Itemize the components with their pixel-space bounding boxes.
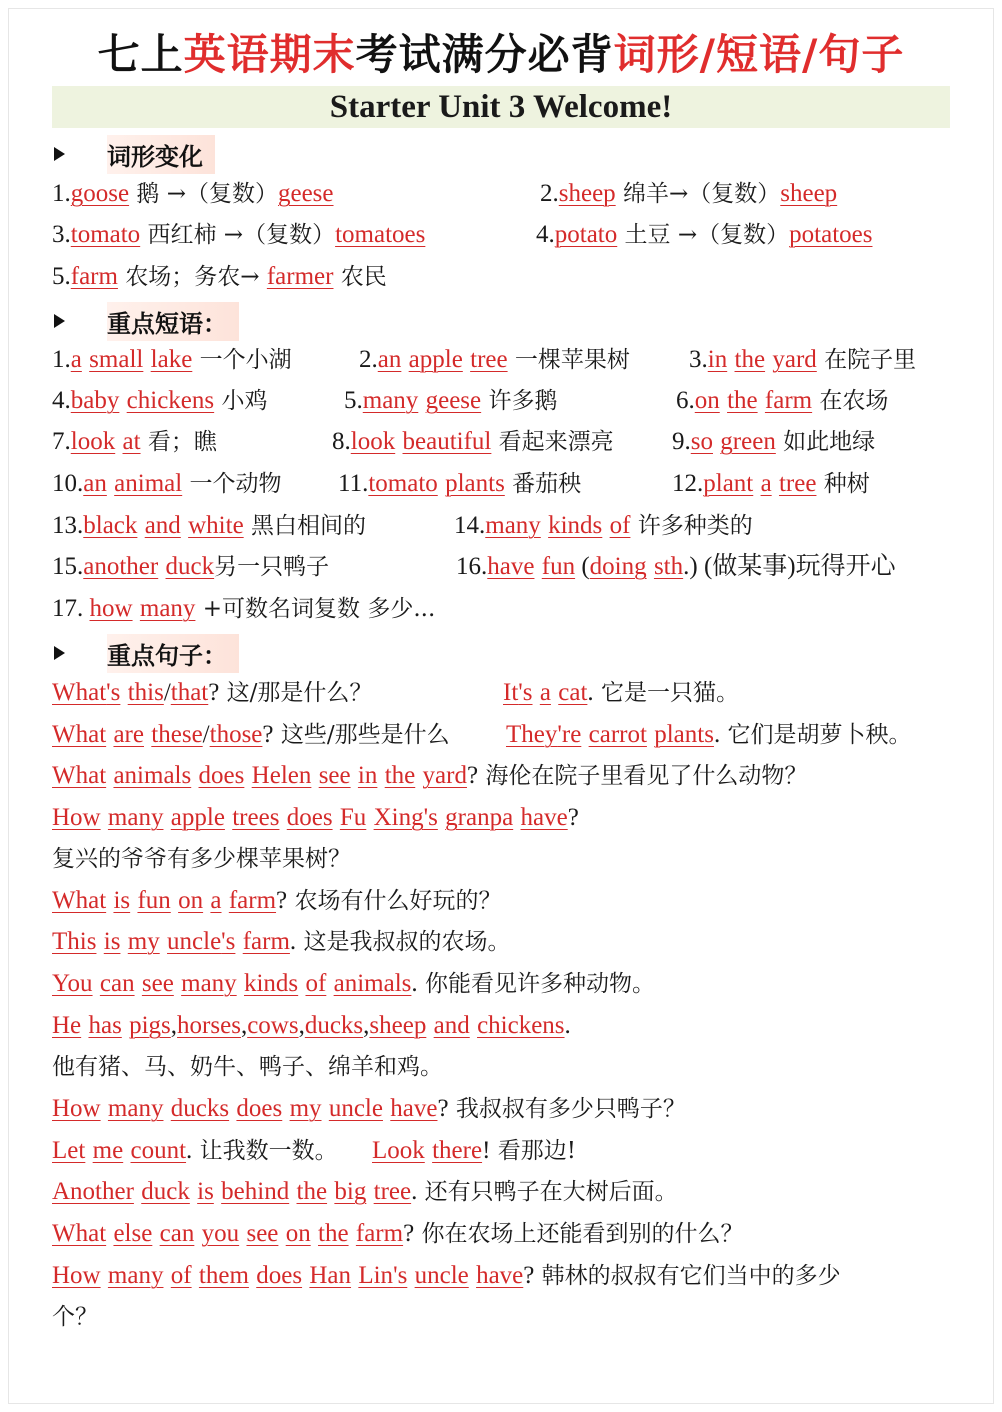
sentence-word: animals — [333, 970, 412, 997]
section-label: 词形变化 — [107, 135, 215, 174]
sentence-word: animals — [113, 762, 192, 789]
sentence-word: is — [197, 1178, 214, 1205]
word-form-item: 2.sheep 绵羊→（复数）sheep — [540, 180, 838, 207]
sentence-punct: , — [170, 1012, 178, 1039]
sentence-word: a — [539, 679, 551, 706]
phrase-meaning: 许多鹅 — [481, 388, 558, 414]
phrase-word: duck — [165, 553, 215, 580]
phrase-meaning: 一个小湖 — [192, 347, 292, 373]
phrase-meaning: 在农场 — [812, 388, 889, 414]
phrase-word: animal — [114, 470, 183, 497]
phrase-paren: ( — [575, 553, 590, 580]
sentence-word: Han — [309, 1262, 352, 1289]
sentence-word: else — [113, 1220, 153, 1247]
sentence-word: them — [198, 1262, 249, 1289]
phrase-word: fun — [541, 553, 576, 580]
sentence-word: does — [198, 762, 245, 789]
sentence-translation: 看那边! — [490, 1138, 576, 1164]
sentence-word: cows — [247, 1012, 299, 1039]
sentence-item — [52, 1177, 678, 1207]
sentence-item — [52, 1302, 98, 1332]
sentence-word: This — [52, 928, 97, 955]
phrase-meaning: 在院子里 — [816, 347, 917, 373]
section-sentences — [52, 636, 239, 670]
sentence-word: the — [296, 1178, 328, 1205]
sentence-translation: 让我数一数。 — [192, 1138, 338, 1164]
sentence-word: You — [52, 970, 93, 997]
phrase-word: an — [377, 346, 402, 373]
sentence-item — [52, 969, 655, 999]
phrase-item — [52, 427, 217, 457]
title-part-4: 词形/短语/句子 — [613, 30, 905, 79]
phrase-word: at — [122, 428, 141, 455]
sentence-item — [52, 1094, 686, 1124]
sentence-word: is — [103, 928, 121, 955]
sentence-word: 's — [106, 679, 121, 706]
sentence-word: What — [52, 762, 107, 789]
sentence-punct: . — [713, 721, 721, 748]
phrase-word: plants — [445, 470, 505, 497]
phrase-item — [676, 386, 888, 416]
sentence-punct: . — [289, 928, 297, 955]
sentence-item — [52, 1011, 571, 1041]
sentence-word: How — [52, 1095, 101, 1122]
sentence-word: the — [318, 1220, 349, 1247]
sentence-word: It — [503, 679, 519, 706]
phrase-meaning: 一个动物 — [182, 471, 282, 497]
phrase-number: 14. — [454, 512, 486, 539]
phrase-word: kinds — [548, 512, 603, 539]
sentence-word: 's — [393, 1262, 408, 1289]
sentence-punct: ? — [262, 721, 274, 748]
triangle-bullet-icon — [54, 314, 65, 328]
phrase-item — [52, 594, 435, 624]
phrase-word: in — [707, 346, 728, 373]
phrase-word: look — [70, 428, 116, 455]
phrase-item — [672, 469, 870, 499]
sentence-translation: 这些/那些是什么 — [273, 722, 450, 748]
sentence-word: my — [289, 1095, 322, 1122]
sentence-word: ducks — [170, 1095, 230, 1122]
sentence-word: my — [127, 928, 160, 955]
sentence-word: granpa — [445, 804, 514, 831]
sentence-item — [52, 803, 579, 833]
sentence-word: Look — [372, 1137, 425, 1164]
sentence-item — [52, 844, 351, 874]
phrase-item — [52, 469, 282, 499]
sentence-word: are — [113, 721, 144, 748]
sentence-word: on — [178, 887, 204, 914]
phrase-meaning: 番茄秧 — [504, 471, 582, 497]
phrase-word: a — [70, 346, 82, 373]
sentence-item — [506, 720, 912, 750]
phrase-item — [338, 469, 581, 499]
sentence-word: He — [52, 1012, 82, 1039]
sentence-word: cat — [558, 679, 588, 706]
phrase-word: white — [188, 512, 244, 539]
phrase-number: 6. — [676, 387, 695, 414]
sentence-item — [52, 1052, 443, 1082]
phrase-item — [52, 386, 267, 416]
sentence-word: How — [52, 804, 101, 831]
phrase-number: 11. — [338, 470, 369, 497]
phrase-meaning: 如此地绿 — [775, 429, 876, 455]
phrase-word: of — [609, 512, 631, 539]
phrase-word: tree — [778, 470, 817, 497]
phrase-item — [52, 345, 292, 375]
sentence-word: can — [159, 1220, 195, 1247]
sentence-punct: ! — [482, 1137, 491, 1164]
phrase-word: tomato — [368, 470, 438, 497]
title-part-1: 七上 — [97, 30, 184, 79]
phrase-word: tree — [470, 346, 508, 373]
phrase-word: plant — [703, 470, 754, 497]
sentence-word: fun — [137, 887, 171, 914]
phrase-word: small — [89, 346, 144, 373]
phrase-word: many — [362, 387, 419, 414]
sentence-item — [52, 678, 372, 708]
sentence-translation: 它是一只猫。 — [593, 680, 739, 706]
sentence-word: apple — [170, 804, 225, 831]
sentence-translation: 你在农场上还能看到别的什么？ — [414, 1221, 744, 1247]
phrase-item — [672, 427, 875, 457]
phrase-number: 8. — [332, 428, 351, 455]
phrase-word: lake — [150, 346, 193, 373]
sentence-item — [52, 1136, 338, 1166]
word-form-row — [52, 262, 387, 292]
sentence-word: 's — [518, 679, 533, 706]
sentence-word: uncle — [414, 1262, 469, 1289]
sentence-punct: . — [411, 970, 418, 997]
phrase-word: chickens — [126, 387, 215, 414]
sentence-word: ducks — [304, 1012, 364, 1039]
unit-heading: Starter Unit 3 Welcome! — [52, 86, 950, 128]
phrase-word: another — [83, 553, 159, 580]
phrase-number: 7. — [52, 428, 71, 455]
sentence-word: uncle — [167, 928, 222, 955]
phrase-word: baby — [70, 387, 120, 414]
sentence-word: in — [357, 762, 378, 789]
sentence-word: sheep — [369, 1012, 427, 1039]
sentence-translation: 我叔叔有多少只鸭子？ — [448, 1096, 686, 1122]
phrase-word: sth — [653, 553, 684, 580]
phrase-word: how — [89, 595, 133, 622]
sentence-word: kinds — [243, 970, 299, 997]
sentence-item — [372, 1136, 576, 1166]
sentence-word: on — [285, 1220, 311, 1247]
sentence-translation: 个？ — [52, 1304, 98, 1330]
sentence-punct: . — [411, 1178, 418, 1205]
sentence-word: yard — [422, 762, 467, 789]
triangle-bullet-icon — [54, 646, 65, 660]
sentence-word: me — [92, 1137, 124, 1164]
sentence-word: is — [113, 887, 131, 914]
sentence-translation: 复兴的爷爷有多少棵苹果树？ — [52, 846, 351, 872]
sentence-word: many — [181, 970, 237, 997]
sentence-punct: ? — [208, 679, 220, 706]
phrase-word: yard — [772, 346, 817, 373]
sentence-word: behind — [221, 1178, 290, 1205]
section-label: 重点句子： — [107, 634, 239, 673]
sentence-word: have — [520, 804, 568, 831]
phrase-number: 13. — [52, 512, 84, 539]
sentence-translation: 你能看见许多种动物。 — [417, 971, 655, 997]
sentence-translation: 还有只鸭子在大树后面。 — [417, 1179, 678, 1205]
sentence-word: What — [52, 1220, 107, 1247]
sentence-word: What — [52, 887, 107, 914]
word-form-item: 5.farm 农场；务农→ farmer 农民 — [52, 263, 387, 290]
phrase-meaning: 看；瞧 — [140, 429, 217, 455]
sentence-translation: 它们是胡萝卜秧。 — [720, 722, 912, 748]
word-form-item: 1.goose 鹅 →（复数）geese — [52, 180, 334, 207]
phrase-item — [456, 552, 896, 582]
word-form-row — [52, 179, 334, 209]
sentence-translation: 农场有什么好玩的？ — [287, 888, 502, 914]
phrase-word: green — [720, 428, 776, 455]
phrase-word: the — [727, 387, 758, 414]
sentence-punct: ? — [567, 804, 579, 831]
sentence-word: a — [210, 887, 222, 914]
sentence-word: farm — [355, 1220, 404, 1247]
sentence-punct: / — [163, 679, 171, 706]
phrase-word: beautiful — [402, 428, 492, 455]
sentence-word: count — [130, 1137, 187, 1164]
phrase-word: apple — [408, 346, 463, 373]
sentence-word: can — [99, 970, 135, 997]
phrase-number: 10. — [52, 470, 84, 497]
phrase-word: have — [487, 553, 535, 580]
word-form-row — [540, 179, 837, 209]
phrase-number: 4. — [52, 387, 71, 414]
section-label: 重点短语： — [107, 302, 239, 341]
sentence-word: Another — [52, 1178, 134, 1205]
sentence-word: does — [256, 1262, 303, 1289]
sentence-word: farm — [242, 928, 290, 955]
sentence-word: see — [246, 1220, 279, 1247]
sentence-word: many — [107, 804, 164, 831]
sentence-word: many — [107, 1262, 164, 1289]
sentence-word: does — [286, 804, 333, 831]
phrase-word: many — [139, 595, 196, 622]
sentence-word: Xing — [373, 804, 424, 831]
phrase-number: 3. — [689, 346, 708, 373]
sentence-punct: ? — [437, 1095, 449, 1122]
sentence-punct: / — [202, 721, 210, 748]
word-form-row — [536, 220, 872, 250]
sentence-item — [52, 927, 510, 957]
phrase-number: 1. — [52, 346, 71, 373]
phrase-word: geese — [425, 387, 482, 414]
sentence-punct: . — [564, 1012, 571, 1039]
sentence-word: horses — [177, 1012, 241, 1039]
sentence-item — [52, 720, 450, 750]
phrase-item — [332, 427, 614, 457]
sentence-word: see — [141, 970, 174, 997]
sentence-word: carrot — [588, 721, 647, 748]
sentence-item — [52, 1261, 841, 1291]
phrase-word: an — [83, 470, 107, 497]
sentence-word: you — [201, 1220, 240, 1247]
phrase-meaning: 一棵苹果树 — [507, 347, 630, 373]
sentence-word: Lin — [358, 1262, 394, 1289]
sentence-translation: 海伦在院子里看见了什么动物？ — [478, 763, 808, 789]
title-part-3: 考试满分必背 — [355, 30, 614, 79]
phrase-item — [344, 386, 557, 416]
phrase-word: a — [760, 470, 772, 497]
sentence-word: see — [318, 762, 351, 789]
phrase-item — [52, 511, 366, 541]
sentence-word: the — [384, 762, 416, 789]
phrase-word: look — [350, 428, 396, 455]
sentence-word: 's — [221, 928, 236, 955]
word-form-row — [52, 220, 425, 250]
phrase-number: 12. — [672, 470, 704, 497]
phrase-meaning: 小鸡 — [214, 388, 268, 414]
sentence-word: 're — [557, 721, 582, 748]
sentence-word: this — [127, 679, 164, 706]
sentence-translation: 韩林的叔叔有它们当中的多少 — [534, 1263, 841, 1289]
phrase-meaning: 黑白相间的 — [243, 513, 366, 539]
sentence-punct: , — [298, 1012, 305, 1039]
word-form-item: 3.tomato 西红柿 →（复数）tomatoes — [52, 221, 426, 248]
phrase-number: 15. — [52, 553, 84, 580]
sentence-word: pigs — [129, 1012, 171, 1039]
sentence-punct: ? — [466, 762, 479, 789]
phrase-meaning: 看起来漂亮 — [491, 429, 614, 455]
phrase-meaning: 另一只鸭子 — [214, 554, 330, 580]
phrase-item — [359, 345, 630, 375]
phrase-number: 17. — [52, 595, 90, 622]
phrase-number: 2. — [359, 346, 378, 373]
phrase-word: the — [734, 346, 766, 373]
phrase-word: so — [690, 428, 713, 455]
page-title — [0, 28, 1002, 82]
phrase-meaning: +可数名词复数 多少... — [195, 596, 436, 622]
phrase-item — [454, 511, 753, 541]
sentence-punct: ? — [276, 887, 288, 914]
phrase-word: and — [144, 512, 181, 539]
phrase-word: many — [485, 512, 541, 539]
sentence-punct: ? — [403, 1220, 415, 1247]
sentence-punct: , — [363, 1012, 370, 1039]
phrase-item — [52, 552, 329, 582]
sentence-word: have — [476, 1262, 524, 1289]
sentence-word: have — [390, 1095, 438, 1122]
sentence-word: big — [334, 1178, 367, 1205]
sentence-word: farm — [228, 887, 277, 914]
sentence-word: Fu — [339, 804, 367, 831]
sentence-word: those — [209, 721, 263, 748]
sentence-word: trees — [232, 804, 280, 831]
phrase-meaning: 许多种类的 — [630, 513, 753, 539]
sentence-item — [503, 678, 739, 708]
sentence-word: and — [433, 1012, 470, 1039]
sentence-word: of — [305, 970, 327, 997]
section-word-forms — [52, 137, 215, 171]
sentence-item — [52, 886, 501, 916]
sentence-word: there — [432, 1137, 483, 1164]
sentence-punct: . — [186, 1137, 193, 1164]
sentence-word: chickens — [477, 1012, 565, 1039]
sentence-word: that — [170, 679, 209, 706]
sentence-word: They — [506, 721, 558, 748]
sentence-punct: ? — [523, 1262, 535, 1289]
sentence-punct: . — [587, 679, 594, 706]
title-part-2: 英语期末 — [183, 30, 356, 79]
phrase-number: 9. — [672, 428, 691, 455]
sentence-word: What — [52, 721, 107, 748]
sentence-word: Helen — [251, 762, 312, 789]
sentence-word: uncle — [328, 1095, 383, 1122]
phrase-meaning: .) (做某事)玩得开心 — [683, 553, 896, 580]
sentence-word: plants — [654, 721, 714, 748]
sentence-word: What — [52, 679, 107, 706]
phrase-word: farm — [764, 387, 813, 414]
word-form-item: 4.potato 土豆 →（复数）potatoes — [536, 221, 873, 248]
sentence-word: does — [236, 1095, 283, 1122]
sentence-word: tree — [373, 1178, 412, 1205]
phrase-word: black — [83, 512, 138, 539]
phrase-item — [689, 345, 916, 375]
sentence-word: Let — [52, 1137, 86, 1164]
sentence-translation: 他有猪、马、奶牛、鸭子、绵羊和鸡。 — [52, 1054, 443, 1080]
sentence-item — [52, 1219, 744, 1249]
sentence-word: has — [88, 1012, 122, 1039]
sentence-word: 's — [423, 804, 438, 831]
sentence-item — [52, 761, 807, 791]
sentence-word: of — [170, 1262, 192, 1289]
sentence-translation: 这/那是什么？ — [219, 680, 373, 706]
phrase-number: 5. — [344, 387, 363, 414]
sentence-punct: , — [240, 1012, 248, 1039]
sentence-word: duck — [141, 1178, 190, 1205]
phrase-word: on — [694, 387, 720, 414]
sentence-word: many — [107, 1095, 164, 1122]
sentence-word: How — [52, 1262, 101, 1289]
sentence-translation: 这是我叔叔的农场。 — [296, 929, 511, 955]
sentence-word: these — [151, 721, 203, 748]
phrase-number: 16. — [456, 553, 488, 580]
phrase-word: doing — [589, 553, 647, 580]
phrase-meaning: 种树 — [816, 471, 870, 497]
triangle-bullet-icon — [54, 147, 65, 161]
section-phrases — [52, 304, 239, 338]
